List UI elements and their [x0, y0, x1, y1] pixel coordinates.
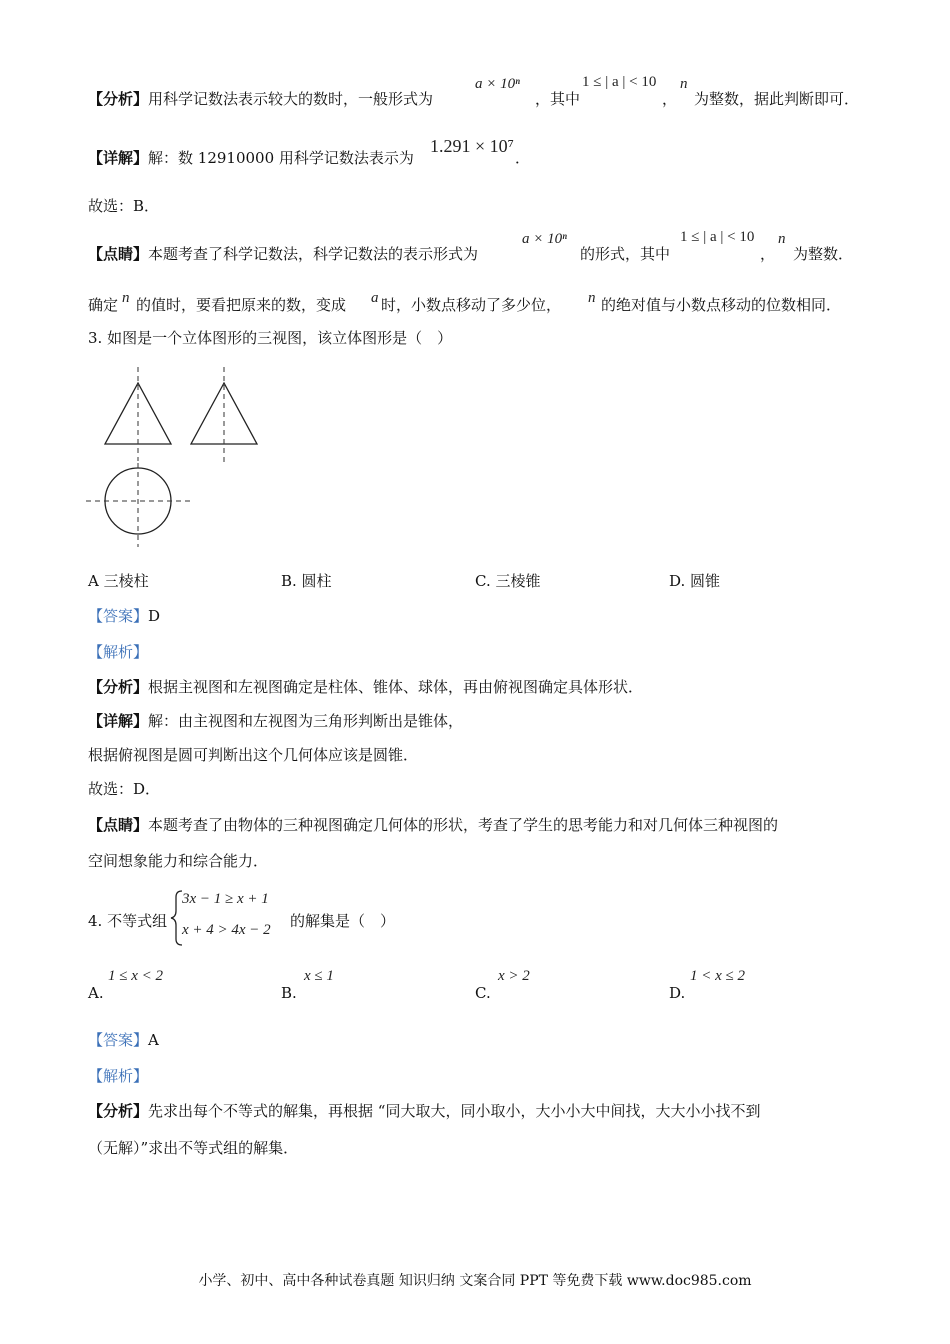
q3-comment-line: [88, 815, 778, 835]
formula-a: a: [371, 290, 379, 306]
q3-option-d: D. 圆锥: [669, 572, 721, 590]
q3-option-c: C. 三棱锥: [475, 572, 541, 590]
q2-comment-line: [88, 244, 478, 264]
q4-option-d-label: D.: [669, 984, 686, 1002]
q3-detail-line2: 根据俯视图是圆可判断出这个几何体应该是圆锥．: [88, 746, 419, 764]
comment-text: 本题考查了科学记数法，科学记数法的表示形式为: [148, 245, 479, 263]
formula-range: 1 ≤ | a | < 10: [680, 229, 755, 245]
q2-detail-line: [88, 148, 414, 168]
q2-analysis-line: [88, 89, 433, 109]
answer-value: D: [148, 607, 161, 625]
inequality-1: 3x − 1 ≥ x + 1: [182, 891, 269, 907]
q4-option-c-label: C.: [475, 984, 491, 1002]
comment-text: 时，小数点移动了多少位，: [381, 296, 562, 314]
comment-text: ，: [760, 245, 776, 263]
formula-n: n: [122, 290, 130, 306]
q3-comment-line2: 空间想象能力和综合能力．: [88, 852, 269, 870]
formula-n: n: [680, 76, 688, 92]
q4-stem-start: 4. 不等式组: [88, 912, 168, 930]
analysis-text: 先求出每个不等式的解集，再根据 “同大取大，同小取小，大小小大中间找，大大小小找不到: [148, 1102, 761, 1120]
q3-detail-line: [88, 711, 463, 731]
q4-option-c-expr: x > 2: [498, 968, 530, 984]
comment-tag: 【点睛】: [88, 816, 149, 834]
q4-option-b-label: B.: [281, 984, 297, 1002]
analysis-tag: 【分析】: [88, 678, 149, 696]
detail-text: 解：数 12910000 用科学记数法表示为: [148, 149, 414, 167]
q4-option-a-expr: 1 ≤ x < 2: [108, 968, 164, 984]
q4-option-a-label: A.: [88, 984, 104, 1002]
q4-answer-line: [88, 1030, 159, 1050]
q3-explain-tag: 【解析】: [88, 643, 149, 661]
q4-analysis-line2: （无解）”求出不等式组的解集．: [88, 1139, 299, 1157]
formula-scientific: a × 10ⁿ: [522, 231, 567, 247]
comment-tag: 【点睛】: [88, 245, 149, 263]
analysis-text: 用科学记数法表示较大的数时，一般形式为: [148, 90, 434, 108]
q3-option-b: B. 圆柱: [281, 572, 332, 590]
detail-text: ．: [515, 149, 531, 167]
q2-comment-line2: [88, 295, 118, 315]
page-footer: 小学、初中、高中各种试卷真题 知识归纳 文案合同 PPT 等免费下载 www.doc985.com: [198, 1273, 752, 1289]
analysis-text: 为整数，据此判断即可．: [694, 90, 860, 108]
analysis-text: ，其中: [535, 90, 581, 108]
formula-n: n: [778, 231, 786, 247]
comment-text: 本题考查了由物体的三种视图确定几何体的形状，考查了学生的思考能力和对几何体三种视图的: [148, 816, 779, 834]
answer-tag: 【答案】: [88, 1031, 149, 1049]
q4-analysis-line: [88, 1101, 760, 1121]
detail-text: 解：由主视图和左视图为三角形判断出是锥体，: [148, 712, 464, 730]
comment-text: 的值时，要看把原来的数，变成: [136, 296, 347, 314]
comment-text: 的绝对值与小数点移动的位数相同．: [601, 296, 842, 314]
inequality-2: x + 4 > 4x − 2: [182, 922, 271, 938]
analysis-text: 根据主视图和左视图确定是柱体、锥体、球体，再由俯视图确定具体形状．: [148, 678, 644, 696]
answer-tag: 【答案】: [88, 607, 149, 625]
answer-value: A: [148, 1031, 159, 1049]
detail-tag: 【详解】: [88, 149, 149, 167]
q4-stem-end: 的解集是（ ）: [290, 912, 396, 930]
formula-result: 1.291 × 10⁷: [430, 136, 514, 156]
q4-option-d-expr: 1 < x ≤ 2: [690, 968, 746, 984]
q3-analysis-line: [88, 677, 643, 697]
comment-text: 的形式，其中: [580, 245, 671, 263]
q3-stem: 3. 如图是一个立体图形的三视图，该立体图形是（ ）: [88, 329, 453, 347]
formula-scientific: a × 10ⁿ: [475, 76, 520, 92]
q4-option-b-expr: x ≤ 1: [304, 968, 334, 984]
comment-text: 为整数．: [793, 245, 854, 263]
q2-choose: 故选：B．: [88, 197, 160, 215]
q3-option-a: A 三棱柱: [88, 572, 149, 590]
formula-range: 1 ≤ | a | < 10: [582, 74, 657, 90]
analysis-tag: 【分析】: [88, 90, 149, 108]
formula-n: n: [588, 290, 596, 306]
q3-answer-line: [88, 606, 160, 626]
q4-explain-tag: 【解析】: [88, 1067, 149, 1085]
analysis-tag: 【分析】: [88, 1102, 149, 1120]
analysis-text: ，: [662, 90, 678, 108]
detail-tag: 【详解】: [88, 712, 149, 730]
q3-choose: 故选：D．: [88, 780, 161, 798]
three-view-figure: [80, 365, 270, 555]
comment-text: 确定: [88, 296, 119, 314]
